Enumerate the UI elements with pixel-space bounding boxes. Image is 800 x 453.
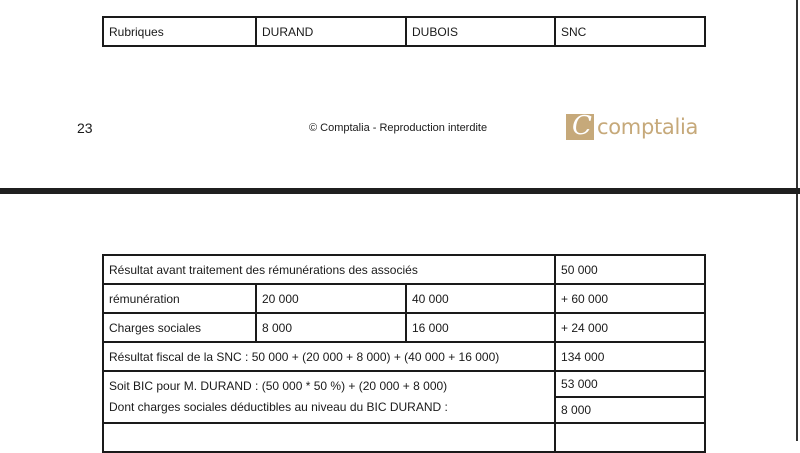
table-row <box>103 342 705 371</box>
charges-deductibles-line: Dont charges sociales déductibles au niveau du BIC DURAND : <box>109 400 448 414</box>
cell-charges-durand: 8 000 <box>256 313 406 342</box>
row-label-cut-off <box>103 423 555 452</box>
header-cell-rubriques: Rubriques <box>103 17 256 46</box>
page-number: 23 <box>77 120 93 136</box>
copyright-text: © Comptalia - Reproduction interdite <box>309 122 488 134</box>
row-label-resultat-fiscal: Résultat fiscal de la SNC : 50 000 + (20 000 + 8 000) + (40 000 + 16 000) <box>103 342 555 371</box>
document-page-top <box>0 0 798 188</box>
row-value-bic-durand: 53 000 <box>555 371 705 397</box>
cell-charges-dubois: 16 000 <box>406 313 555 342</box>
header-table <box>102 16 706 47</box>
row-label-bic-durand <box>103 371 555 423</box>
cell-remuneration-snc: + 60 000 <box>555 284 705 313</box>
header-cell-snc: SNC <box>555 17 705 46</box>
calculation-table <box>102 254 706 453</box>
row-value-resultat-avant: 50 000 <box>555 255 705 284</box>
row-label-remuneration: rémunération <box>103 284 256 313</box>
table-row <box>103 255 705 284</box>
row-label-resultat-avant: Résultat avant traitement des rémunérations des associés <box>103 255 555 284</box>
row-label-charges-sociales: Charges sociales <box>103 313 256 342</box>
comptalia-logo <box>566 111 699 141</box>
table-row <box>103 371 705 397</box>
table-row <box>103 313 705 342</box>
document-page-bottom <box>0 194 798 441</box>
logo-icon: C <box>566 114 594 140</box>
row-value-cut-off <box>555 423 705 452</box>
table-row <box>103 423 705 452</box>
cell-remuneration-durand: 20 000 <box>256 284 406 313</box>
bic-durand-line: Soit BIC pour M. DURAND : (50 000 * 50 %) + (20 000 + 8 000) <box>109 379 448 393</box>
table-row <box>103 284 705 313</box>
table-row <box>103 17 705 46</box>
row-value-resultat-fiscal: 134 000 <box>555 342 705 371</box>
header-cell-dubois: DUBOIS <box>406 17 555 46</box>
row-value-charges-deductibles: 8 000 <box>555 397 705 423</box>
logo-text: comptalia <box>597 115 699 139</box>
cell-charges-snc: + 24 000 <box>555 313 705 342</box>
cell-remuneration-dubois: 40 000 <box>406 284 555 313</box>
header-cell-durand: DURAND <box>256 17 406 46</box>
